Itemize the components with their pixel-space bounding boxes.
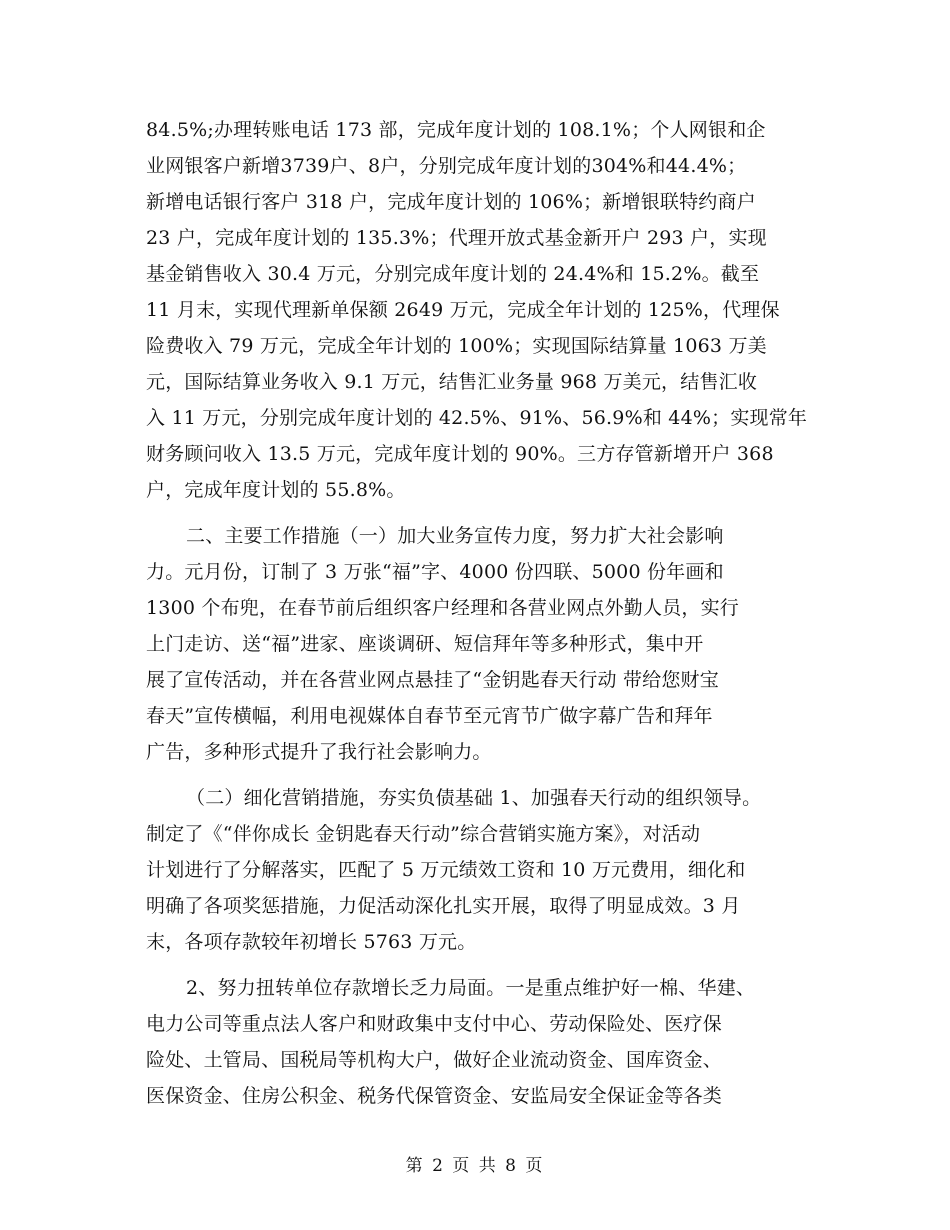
- text-line-14: 1300 个布兜，在春节前后组织客户经理和各营业网点外勤人员，实行: [146, 597, 739, 619]
- item-2-line: 2、努力扭转单位存款增长乏力局面。一是重点维护好一棉、华建、: [186, 977, 756, 999]
- text-line-26: 险处、土管局、国税局等机构大户，做好企业流动资金、国库资金、: [146, 1049, 723, 1071]
- text-line-27: 医保资金、住房公积金、税务代保管资金、安监局安全保证金等各类: [146, 1085, 723, 1107]
- text-line-20: 制定了《“伴你成长 金钥匙春天行动”综合营销实施方案》，对活动: [146, 823, 701, 845]
- text-line-18: 广告，多种形式提升了我行社会影响力。: [146, 741, 492, 763]
- text-line-3: 新增电话银行客户 318 户，完成年度计划的 106%；新增银联特约商户: [146, 191, 756, 213]
- text-line-8: 元，国际结算业务收入 9.1 万元，结售汇业务量 968 万美元，结售汇收: [146, 371, 758, 393]
- text-line-13: 力。元月份，订制了 3 万张“福”字、4000 份四联、5000 份年画和: [146, 561, 724, 583]
- text-line-5: 基金销售收入 30.4 万元，分别完成年度计划的 24.4%和 15.2%。截至: [146, 263, 760, 285]
- text-line-4: 23 户，完成年度计划的 135.3%；代理开放式基金新开户 293 户，实现: [146, 227, 767, 249]
- text-line-25: 电力公司等重点法人客户和财政集中支付中心、劳动保险处、医疗保: [146, 1013, 723, 1035]
- text-line-2: 业网银客户新增3739户、8户，分别完成年度计划的304%和44.4%；: [146, 155, 747, 177]
- text-line-7: 险费收入 79 万元，完成全年计划的 100%；实现国际结算量 1063 万美: [146, 335, 767, 357]
- text-line-1: 84.5%;办理转账电话 173 部，完成年度计划的 108.1%；个人网银和企: [146, 119, 766, 141]
- text-line-11: 户，完成年度计划的 55.8%。: [146, 479, 406, 501]
- text-line-10: 财务顾问收入 13.5 万元，完成年度计划的 90%。三方存管新增开户 368: [146, 443, 774, 465]
- text-line-16: 展了宣传活动，并在各营业网点悬挂了“金钥匙春天行动 带给您财宝: [146, 669, 719, 691]
- text-line-21: 计划进行了分解落实，匹配了 5 万元绩效工资和 10 万元费用，细化和: [146, 859, 746, 881]
- text-line-17: 春天”宣传横幅，利用电视媒体自春节至元宵节广做字幕广告和拜年: [146, 705, 713, 727]
- subsection-line: （二）细化营销措施，夯实负债基础 1、加强春天行动的组织领导。: [186, 787, 762, 809]
- text-line-9: 入 11 万元，分别完成年度计划的 42.5%、91%、56.9%和 44%；实现常年: [146, 407, 808, 429]
- page-number-footer: 第 2 页 共 8 页: [405, 1156, 545, 1176]
- text-line-15: 上门走访、送“福”进家、座谈调研、短信拜年等多种形式，集中开: [146, 633, 704, 655]
- text-line-6: 11 月末，实现代理新单保额 2649 万元，完成全年计划的 125%，代理保: [146, 299, 780, 321]
- section-heading-line: 二、主要工作措施（一）加大业务宣传力度，努力扩大社会影响: [186, 525, 724, 547]
- text-line-23: 末，各项存款较年初增长 5763 万元。: [146, 931, 477, 953]
- text-line-22: 明确了各项奖惩措施，力促活动深化扎实开展，取得了明显成效。3 月: [146, 895, 741, 917]
